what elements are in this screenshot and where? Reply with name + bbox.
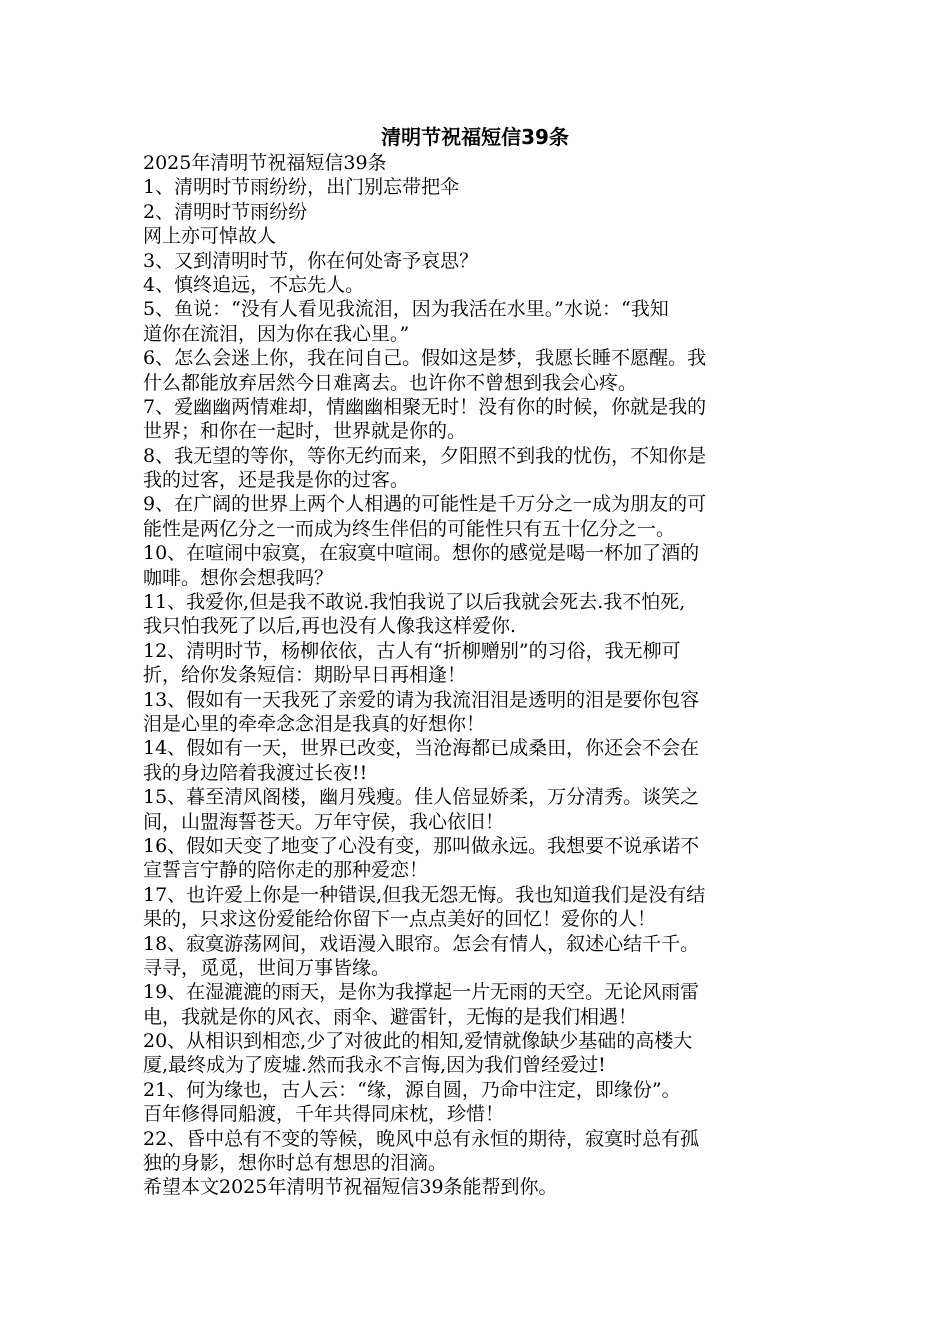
text-line: 2、清明时节雨纷纷	[143, 200, 308, 223]
text-line: 3、又到清明时节，你在何处寄予哀思？	[143, 249, 479, 272]
text-line: 百年修得同船渡，千年共得同床枕，珍惜！	[143, 1103, 505, 1126]
text-line: 1、清明时节雨纷纷，出门别忘带把伞	[143, 176, 460, 199]
text-line: 能性是两亿分之一而成为终生伴侣的可能性只有五十亿分之一。	[143, 517, 676, 540]
text-line: 厦,最终成为了废墟.然而我永不言悔,因为我们曾经爱过!	[143, 1054, 606, 1077]
text-line: 间，山盟海誓苍天。万年守侯，我心依旧！	[143, 810, 505, 833]
text-line: 15、暮至清风阁楼，幽月残瘦。佳人倍显娇柔，万分清秀。谈笑之	[143, 786, 700, 809]
text-line: 13、假如有一天我死了亲爱的请为我流泪泪是透明的泪是要你包容	[143, 688, 700, 711]
text-line: 折，给你发条短信：期盼早日再相逢！	[143, 664, 467, 687]
text-line: 我的身边陪着我渡过长夜!!	[143, 761, 368, 784]
text-line: 17、也许爱上你是一种错误,但我无怨无悔。我也知道我们是没有结	[143, 883, 706, 906]
text-line: 20、从相识到相恋,少了对彼此的相知,爱情就像缺少基础的高楼大	[143, 1030, 693, 1053]
text-line: 网上亦可悼故人	[143, 225, 277, 248]
text-line: 19、在湿漉漉的雨天，是你为我撑起一片无雨的天空。无论风雨雷	[143, 981, 700, 1004]
text-line: 独的身影，想你时总有想思的泪滴。	[143, 1152, 448, 1175]
text-line: 10、在喧闹中寂寞，在寂寞中喧闹。想你的感觉是喝一杯加了酒的	[143, 542, 700, 565]
text-line: 16、假如天变了地变了心没有变，那叫做永远。我想要不说承诺不	[143, 834, 700, 857]
text-line: 14、假如有一天，世界已改变，当沧海都已成桑田，你还会不会在	[143, 737, 700, 760]
document-body	[143, 123, 807, 1200]
text-line: 2025年清明节祝福短信39条	[143, 152, 387, 174]
text-lines	[143, 151, 807, 1200]
text-line: 6、怎么会迷上你，我在问自己。假如这是梦，我愿长睡不愿醒。我	[143, 347, 707, 370]
text-line: 5、鱼说：“没有人看见我流泪，因为我活在水里。”水说：“我知	[143, 298, 669, 321]
text-line: 我的过客，还是我是你的过客。	[143, 469, 410, 492]
text-line: 道你在流泪，因为你在我心里。”	[143, 322, 410, 345]
text-line: 8、我无望的等你，等你无约而来，夕阳照不到我的忧伤，不知你是	[143, 444, 707, 467]
text-line: 宣誓言宁静的陪你走的那种爱恋！	[143, 859, 429, 882]
text-line: 9、在广阔的世界上两个人相遇的可能性是千万分之一成为朋友的可	[143, 493, 707, 516]
text-line: 4、慎终追远，不忘先人。	[143, 273, 365, 296]
text-line: 7、爱幽幽两情难却，情幽幽相聚无时！没有你的时候，你就是我的	[143, 395, 707, 418]
text-line: 22、昏中总有不变的等候，晚风中总有永恒的期待，寂寞时总有孤	[143, 1127, 700, 1150]
text-line: 世界；和你在一起时，世界就是你的。	[143, 420, 467, 443]
text-line: 咖啡。想你会想我吗？	[143, 566, 334, 589]
text-line: 我只怕我死了以后,再也没有人像我这样爱你.	[143, 615, 517, 638]
text-line: 希望本文2025年清明节祝福短信39条能帮到你。	[143, 1176, 558, 1199]
text-line: 11、我爱你,但是我不敢说.我怕我说了以后我就会死去.我不怕死,	[143, 591, 686, 614]
text-line: 什么都能放弃居然今日难离去。也许你不曾想到我会心疼。	[143, 371, 638, 394]
text-line: 12、清明时节，杨柳依依，古人有“折柳赠别”的习俗，我无柳可	[143, 639, 681, 662]
text-line: 寻寻，觅觅，世间万事皆缘。	[143, 956, 391, 979]
text-line: 电，我就是你的风衣、雨伞、避雷针，无悔的是我们相遇！	[143, 1005, 638, 1028]
text-line: 泪是心里的牵牵念念泪是我真的好想你！	[143, 712, 486, 735]
text-line: 21、何为缘也，古人云：“缘，源自圆，乃命中注定，即缘份”。	[143, 1078, 681, 1101]
text-line: 果的，只求这份爱能给你留下一点点美好的回忆！爱你的人！	[143, 908, 657, 931]
text-line: 18、寂寞游荡网间，戏语漫入眼帘。怎会有情人，叙述心结千千。	[143, 932, 700, 955]
page-title: 清明节祝福短信39条	[381, 125, 569, 149]
